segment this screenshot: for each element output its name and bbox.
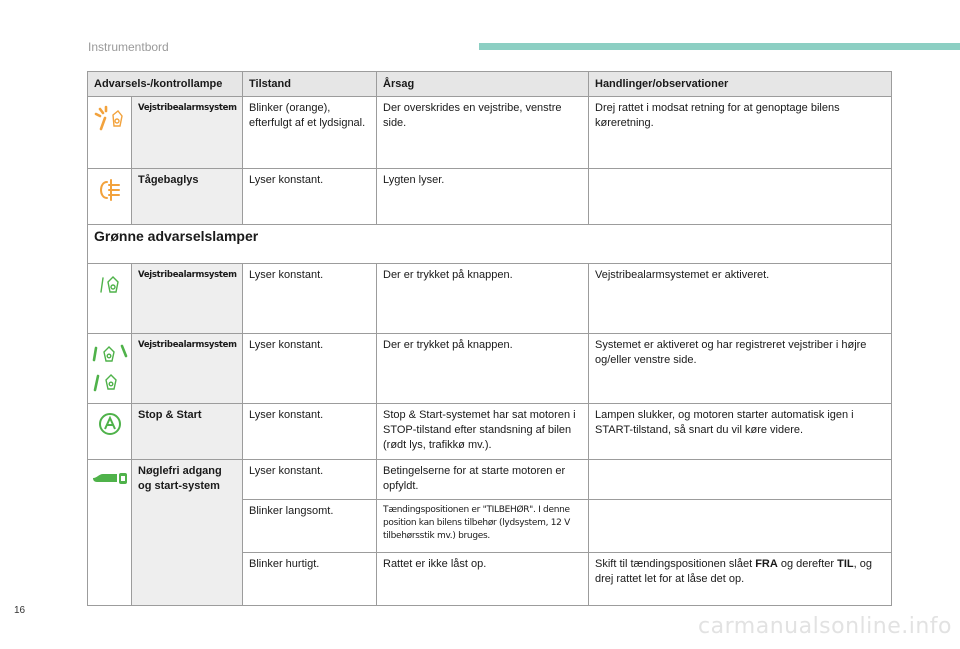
- lamp-state: Blinker langsomt.: [243, 500, 377, 553]
- lamp-state: Lyser konstant.: [243, 264, 377, 334]
- table-row: [88, 460, 892, 500]
- lamp-name: Vejstribealarmsystem: [132, 334, 243, 404]
- header-accent-bar: [479, 43, 960, 50]
- lamp-cause: Der er trykket på knappen.: [377, 334, 589, 404]
- action-text: og derefter: [777, 558, 838, 570]
- stop-start-icon: [98, 412, 122, 436]
- lamp-state: Lyser konstant.: [243, 169, 377, 225]
- lamp-action: Vejstribealarmsystemet er aktiveret.: [589, 264, 892, 334]
- lamp-icon-cell: [88, 169, 132, 225]
- lamp-icon-cell: [88, 264, 132, 334]
- lamp-state: Blinker (orange), efterfulgt af et lydsignal.: [243, 97, 377, 169]
- table-header-row: [88, 72, 892, 97]
- page-number: 16: [14, 605, 26, 616]
- page-header-title: Instrumentbord: [88, 40, 169, 54]
- lamp-name: Stop & Start: [132, 404, 243, 460]
- lamp-state: Lyser konstant.: [243, 334, 377, 404]
- col-header-lamp: Advarsels-/kontrollampe: [88, 72, 243, 97]
- lamp-state: Blinker hurtigt.: [243, 553, 377, 606]
- lamp-cause: Lygten lyser.: [377, 169, 589, 225]
- lamp-icon-cell: [88, 460, 132, 606]
- keyless-start-icon: [91, 468, 129, 488]
- action-text: Skift til tændingspositionen slået: [595, 558, 756, 570]
- section-heading-row: [88, 225, 892, 264]
- lamp-cause: Tændingspositionen er "TILBEHØR". I denne position kan bilens tilbehør (lydsystem, 12 V tilbehørsstik mv.) bruges.: [377, 500, 589, 553]
- lamp-name: Tågebaglys: [132, 169, 243, 225]
- lamp-action: [589, 553, 892, 606]
- fog-lamp-icon: [95, 177, 125, 203]
- lamp-action: Systemet er aktiveret og har registreret vejstriber i højre og/eller venstre side.: [589, 334, 892, 404]
- lamp-action: Drej rattet i modsat retning for at genoptage bilens køreretning.: [589, 97, 892, 169]
- lamp-action: [589, 460, 892, 500]
- lamp-state: Lyser konstant.: [243, 460, 377, 500]
- lamp-name: Vejstribealarmsystem: [132, 264, 243, 334]
- lane-departure-green-icon: [98, 272, 122, 298]
- lamp-cause: Stop & Start-systemet har sat motoren i STOP-tilstand efter standsning af bilen (rødt lys, trafikkø mv.).: [377, 404, 589, 460]
- lamp-icon-cell: [88, 404, 132, 460]
- lamp-name: Vejstribealarmsystem: [132, 97, 243, 169]
- lamp-name: Nøglefri adgang og start-system: [132, 460, 243, 606]
- lamp-cause: Der overskrides en vejstribe, venstre side.: [377, 97, 589, 169]
- lamp-action: Lampen slukker, og motoren starter automatisk igen i START-tilstand, så snart du vil køre videre.: [589, 404, 892, 460]
- table-row: [88, 334, 892, 404]
- lamp-cause: Betingelserne for at starte motoren er opfyldt.: [377, 460, 589, 500]
- table-row: [88, 404, 892, 460]
- col-header-cause: Årsag: [377, 72, 589, 97]
- table-row: [88, 97, 892, 169]
- lamp-action: [589, 500, 892, 553]
- lamp-state: Lyser konstant.: [243, 404, 377, 460]
- table-row: [88, 169, 892, 225]
- watermark: carmanualsonline.info: [698, 614, 952, 639]
- lamp-action: [589, 169, 892, 225]
- lamp-cause: Rattet er ikke låst op.: [377, 553, 589, 606]
- col-header-action: Handlinger/observationer: [589, 72, 892, 97]
- table-row: [88, 264, 892, 334]
- warning-lamp-table: [87, 71, 892, 606]
- action-fra: FRA: [755, 558, 778, 570]
- action-til: TIL: [837, 558, 854, 570]
- col-header-state: Tilstand: [243, 72, 377, 97]
- lane-departure-lines-icon: [92, 342, 128, 396]
- lamp-icon-cell: [88, 97, 132, 169]
- lamp-cause: Der er trykket på knappen.: [377, 264, 589, 334]
- action-text: , og drej rattet let for at låse det op.: [595, 558, 872, 585]
- lamp-icon-cell: [88, 334, 132, 404]
- lane-departure-orange-icon: [93, 105, 127, 135]
- section-title-green: Grønne advarselslamper: [88, 225, 892, 264]
